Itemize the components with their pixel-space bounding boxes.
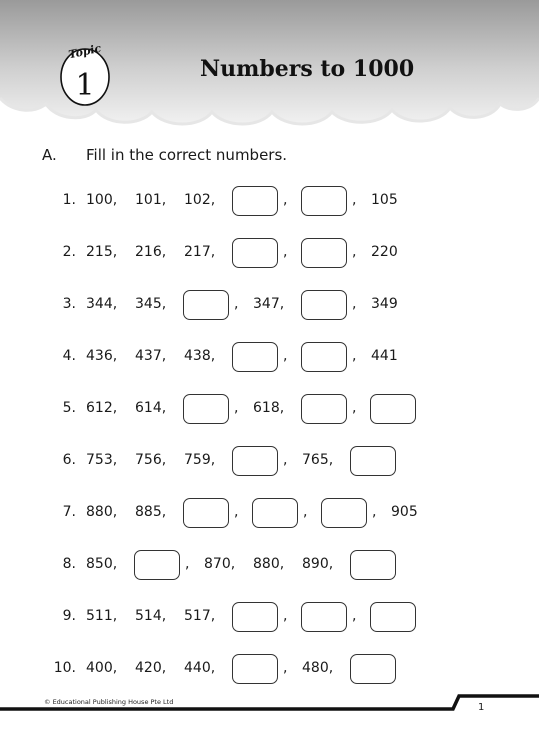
- page-number: 1: [478, 702, 485, 713]
- answer-box[interactable]: [301, 602, 347, 632]
- question-number: 4.: [62, 348, 76, 364]
- question-number: 9.: [62, 608, 76, 624]
- answer-box[interactable]: [134, 550, 180, 580]
- question-number: 8.: [62, 556, 76, 572]
- sequence-number: 614,: [135, 400, 167, 416]
- question-row: [0, 289, 539, 319]
- separator-comma: ,: [234, 400, 239, 416]
- question-row: [0, 185, 539, 215]
- answer-box[interactable]: [301, 290, 347, 320]
- copyright-text: © Educational Publishing House Pte Ltd: [44, 698, 174, 706]
- sequence-number: 870,: [204, 556, 236, 572]
- question-number: 3.: [62, 296, 76, 312]
- question-number: 2.: [62, 244, 76, 260]
- question-row: [0, 445, 539, 475]
- topic-badge: [55, 38, 115, 108]
- question-number: 7.: [62, 504, 76, 520]
- separator-comma: ,: [283, 608, 288, 624]
- separator-comma: ,: [234, 296, 239, 312]
- question-row: [0, 497, 539, 527]
- question-number: 10.: [53, 660, 76, 676]
- sequence-number: 349: [371, 296, 398, 312]
- separator-comma: ,: [352, 192, 357, 208]
- answer-box[interactable]: [232, 602, 278, 632]
- sequence-number: 420,: [135, 660, 167, 676]
- sequence-number: 441: [371, 348, 398, 364]
- sequence-number: 765,: [302, 452, 334, 468]
- separator-comma: ,: [283, 244, 288, 260]
- sequence-number: 400,: [86, 660, 118, 676]
- sequence-number: 759,: [184, 452, 216, 468]
- answer-box[interactable]: [232, 238, 278, 268]
- sequence-number: 440,: [184, 660, 216, 676]
- sequence-number: 105: [371, 192, 398, 208]
- question-number: 6.: [62, 452, 76, 468]
- answer-box[interactable]: [350, 654, 396, 684]
- topic-number: 1: [75, 68, 95, 103]
- separator-comma: ,: [352, 400, 357, 416]
- separator-comma: ,: [352, 608, 357, 624]
- answer-box[interactable]: [321, 498, 367, 528]
- sequence-number: 217,: [184, 244, 216, 260]
- answer-box[interactable]: [301, 342, 347, 372]
- answer-box[interactable]: [183, 290, 229, 320]
- answer-box[interactable]: [252, 498, 298, 528]
- question-row: [0, 549, 539, 579]
- question-row: [0, 393, 539, 423]
- answer-box[interactable]: [183, 394, 229, 424]
- sequence-number: 215,: [86, 244, 118, 260]
- sequence-number: 344,: [86, 296, 118, 312]
- answer-box[interactable]: [232, 654, 278, 684]
- sequence-number: 511,: [86, 608, 118, 624]
- answer-box[interactable]: [350, 446, 396, 476]
- separator-comma: ,: [303, 504, 308, 520]
- sequence-number: 345,: [135, 296, 167, 312]
- sequence-number: 880,: [86, 504, 118, 520]
- sequence-number: 618,: [253, 400, 285, 416]
- answer-box[interactable]: [232, 446, 278, 476]
- answer-box[interactable]: [350, 550, 396, 580]
- sequence-number: 102,: [184, 192, 216, 208]
- footer-bar: [0, 688, 539, 738]
- question-row: [0, 341, 539, 371]
- answer-box[interactable]: [301, 186, 347, 216]
- separator-comma: ,: [283, 660, 288, 676]
- sequence-number: 517,: [184, 608, 216, 624]
- sequence-number: 100,: [86, 192, 118, 208]
- separator-comma: ,: [283, 348, 288, 364]
- sequence-number: 101,: [135, 192, 167, 208]
- answer-box[interactable]: [232, 186, 278, 216]
- sequence-number: 347,: [253, 296, 285, 312]
- sequence-number: 438,: [184, 348, 216, 364]
- sequence-number: 612,: [86, 400, 118, 416]
- sequence-number: 437,: [135, 348, 167, 364]
- sequence-number: 436,: [86, 348, 118, 364]
- answer-box[interactable]: [301, 394, 347, 424]
- sequence-number: 514,: [135, 608, 167, 624]
- question-number: 1.: [62, 192, 76, 208]
- separator-comma: ,: [352, 348, 357, 364]
- answer-box[interactable]: [232, 342, 278, 372]
- question-row: [0, 653, 539, 683]
- answer-box[interactable]: [301, 238, 347, 268]
- sequence-number: 905: [391, 504, 418, 520]
- question-row: [0, 237, 539, 267]
- separator-comma: ,: [283, 452, 288, 468]
- sequence-number: 480,: [302, 660, 334, 676]
- sequence-number: 880,: [253, 556, 285, 572]
- sequence-number: 885,: [135, 504, 167, 520]
- answer-box[interactable]: [370, 602, 416, 632]
- sequence-number: 850,: [86, 556, 118, 572]
- sequence-number: 220: [371, 244, 398, 260]
- topic-badge-label: Topic: [67, 41, 103, 62]
- separator-comma: ,: [352, 296, 357, 312]
- question-number: 5.: [62, 400, 76, 416]
- page-title: Numbers to 1000: [200, 56, 415, 82]
- sequence-number: 753,: [86, 452, 118, 468]
- separator-comma: ,: [283, 192, 288, 208]
- answer-box[interactable]: [183, 498, 229, 528]
- instruction-text: Fill in the correct numbers.: [86, 146, 288, 164]
- separator-comma: ,: [185, 556, 190, 572]
- separator-comma: ,: [352, 244, 357, 260]
- sequence-number: 216,: [135, 244, 167, 260]
- sequence-number: 756,: [135, 452, 167, 468]
- question-row: [0, 601, 539, 631]
- sequence-number: 890,: [302, 556, 334, 572]
- separator-comma: ,: [372, 504, 377, 520]
- separator-comma: ,: [234, 504, 239, 520]
- answer-box[interactable]: [370, 394, 416, 424]
- section-letter: A.: [42, 146, 57, 164]
